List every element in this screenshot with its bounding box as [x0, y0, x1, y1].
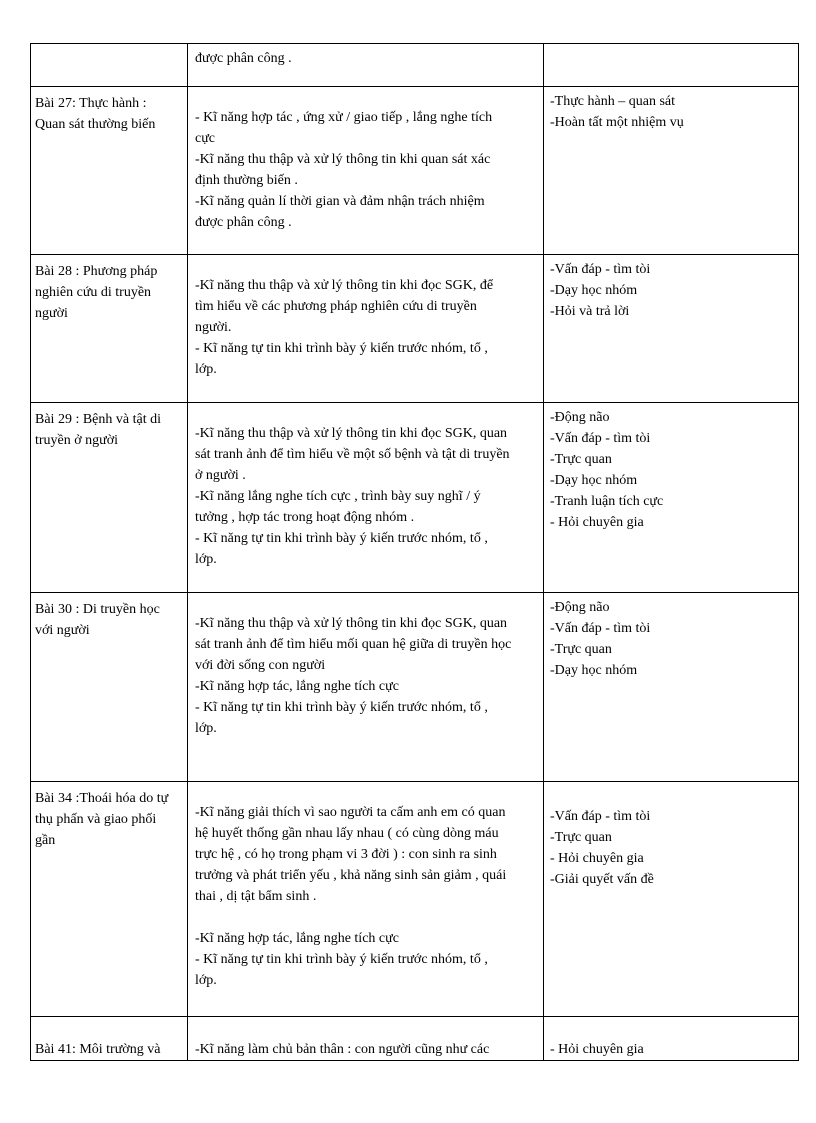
- text-line: Bài 27: Thực hành :: [35, 96, 147, 111]
- text-line: - Hỏi chuyên gia: [550, 515, 644, 530]
- table-row: [31, 403, 799, 593]
- text-line: với đời sống con người: [195, 658, 326, 673]
- text-line: -Kĩ năng thu thập và xử lý thông tin khi đọc SGK, để: [195, 278, 494, 293]
- skills-cell: [188, 593, 544, 782]
- table-row: [31, 87, 799, 255]
- text-line: định thường biến .: [195, 173, 298, 188]
- text-line: - Kĩ năng tự tin khi trình bày ý kiến trước nhóm, tổ ,: [195, 952, 488, 967]
- text-line: -Vấn đáp - tìm tòi: [550, 262, 651, 277]
- text-line: -Kĩ năng quản lí thời gian và đảm nhận trách nhiệm: [195, 194, 485, 209]
- text-line: lớp.: [195, 721, 217, 736]
- text-line: -Kĩ năng thu thập và xử lý thông tin khi đọc SGK, quan: [195, 426, 508, 441]
- table-row: [31, 44, 799, 87]
- text-line: trưởng và phát triển yếu , khả năng sinh sản giảm , quái: [195, 868, 507, 883]
- text-line: -Kĩ năng hợp tác, lắng nghe tích cực: [195, 931, 399, 946]
- text-line: -Dạy học nhóm: [550, 283, 638, 298]
- table-row: [31, 593, 799, 782]
- text-line: nghiên cứu di truyền: [35, 285, 152, 300]
- text-line: Bài 41: Môi trường và: [35, 1042, 161, 1057]
- text-line: -Kĩ năng hợp tác, lắng nghe tích cực: [195, 679, 399, 694]
- methods-cell: [544, 782, 799, 1017]
- lesson-title-cell: [31, 87, 188, 255]
- text-line: lớp.: [195, 973, 217, 988]
- methods-cell: [544, 44, 799, 87]
- text-line: -Kĩ năng thu thập và xử lý thông tin khi quan sát xác: [195, 152, 491, 167]
- text-line: -Hoàn tất một nhiệm vụ: [550, 115, 684, 130]
- text-line: được phân công .: [195, 51, 292, 66]
- lesson-title-cell: [31, 403, 188, 593]
- skills-cell: [188, 44, 544, 87]
- text-line: Bài 30 : Di truyền học: [35, 602, 160, 617]
- skills-cell: [188, 255, 544, 403]
- text-line: -Giải quyết vấn đề: [550, 872, 654, 887]
- text-line: Bài 29 : Bệnh và tật di: [35, 412, 161, 427]
- table-row: [31, 782, 799, 1017]
- text-line: -Trực quan: [550, 830, 612, 845]
- text-line: gần: [35, 833, 56, 848]
- text-line: - Kĩ năng hợp tác , ứng xử / giao tiếp , lắng nghe tích: [195, 110, 493, 125]
- text-line: -Thực hành – quan sát: [550, 94, 675, 109]
- text-line: hệ huyết thống gần nhau lấy nhau ( có cùng dòng máu: [195, 826, 499, 841]
- text-line: với người: [35, 623, 90, 638]
- text-line: lớp.: [195, 362, 217, 377]
- text-line: - Hỏi chuyên gia: [550, 851, 644, 866]
- text-line: -Hỏi và trả lời: [550, 304, 630, 319]
- skills-cell: [188, 87, 544, 255]
- text-line: sát tranh ảnh để tìm hiểu về một số bệnh và tật di truyền: [195, 447, 510, 462]
- text-line: -Vấn đáp - tìm tòi: [550, 621, 651, 636]
- text-line: sát tranh ảnh để tìm hiểu mối quan hệ giữa di truyền học: [195, 637, 512, 652]
- text-line: Bài 34 :Thoái hóa do tự: [35, 791, 169, 806]
- methods-cell: [544, 87, 799, 255]
- text-line: Bài 28 : Phương pháp: [35, 264, 158, 279]
- text-line: tìm hiểu về các phương pháp nghiên cứu di truyền: [195, 299, 477, 314]
- text-line: -Kĩ năng giải thích vì sao người ta cấm anh em có quan: [195, 805, 506, 820]
- skills-cell: [188, 1017, 544, 1061]
- methods-cell: [544, 403, 799, 593]
- text-line: thai , dị tật bẩm sinh .: [195, 889, 317, 904]
- text-line: ở người .: [195, 468, 246, 483]
- skills-cell: [188, 782, 544, 1017]
- text-line: - Kĩ năng tự tin khi trình bày ý kiến trước nhóm, tổ ,: [195, 531, 488, 546]
- text-line: cực: [195, 131, 216, 146]
- methods-cell: [544, 1017, 799, 1061]
- text-line: - Kĩ năng tự tin khi trình bày ý kiến trước nhóm, tổ ,: [195, 341, 488, 356]
- text-line: -Động não: [550, 410, 610, 425]
- blank-line: [195, 907, 539, 928]
- text-line: - Kĩ năng tự tin khi trình bày ý kiến trước nhóm, tổ ,: [195, 700, 488, 715]
- text-line: người: [35, 306, 68, 321]
- text-line: -Tranh luận tích cực: [550, 494, 664, 509]
- text-line: -Vấn đáp - tìm tòi: [550, 431, 651, 446]
- text-line: thụ phấn và giao phối: [35, 812, 157, 827]
- text-line: người.: [195, 320, 232, 335]
- lesson-title-cell: [31, 1017, 188, 1061]
- text-line: -Kĩ năng làm chủ bản thân : con người cũng như các: [195, 1042, 490, 1057]
- methods-cell: [544, 593, 799, 782]
- text-line: -Kĩ năng lắng nghe tích cực , trình bày suy nghĩ / ý: [195, 489, 481, 504]
- lesson-skills-table: [30, 43, 799, 1061]
- lesson-title-cell: [31, 255, 188, 403]
- text-line: truyền ở người: [35, 433, 119, 448]
- text-line: -Vấn đáp - tìm tòi: [550, 809, 651, 824]
- text-line: -Động não: [550, 600, 610, 615]
- text-line: lớp.: [195, 552, 217, 567]
- text-line: -Trực quan: [550, 642, 612, 657]
- text-line: -Trực quan: [550, 452, 612, 467]
- methods-cell: [544, 255, 799, 403]
- text-line: - Hỏi chuyên gia: [550, 1042, 644, 1057]
- table-row: [31, 255, 799, 403]
- text-line: -Kĩ năng thu thập và xử lý thông tin khi đọc SGK, quan: [195, 616, 508, 631]
- lesson-title-cell: [31, 782, 188, 1017]
- lesson-title-cell: [31, 593, 188, 782]
- text-line: trực hệ , có họ trong phạm vi 3 đời ) : con sinh ra sinh: [195, 847, 497, 862]
- text-line: được phân công .: [195, 215, 292, 230]
- skills-cell: [188, 403, 544, 593]
- text-line: -Dạy học nhóm: [550, 663, 638, 678]
- text-line: Quan sát thường biến: [35, 117, 156, 132]
- text-line: tưởng , hợp tác trong hoạt động nhóm .: [195, 510, 415, 525]
- table-row: [31, 1017, 799, 1061]
- text-line: -Dạy học nhóm: [550, 473, 638, 488]
- lesson-title-cell: [31, 44, 188, 87]
